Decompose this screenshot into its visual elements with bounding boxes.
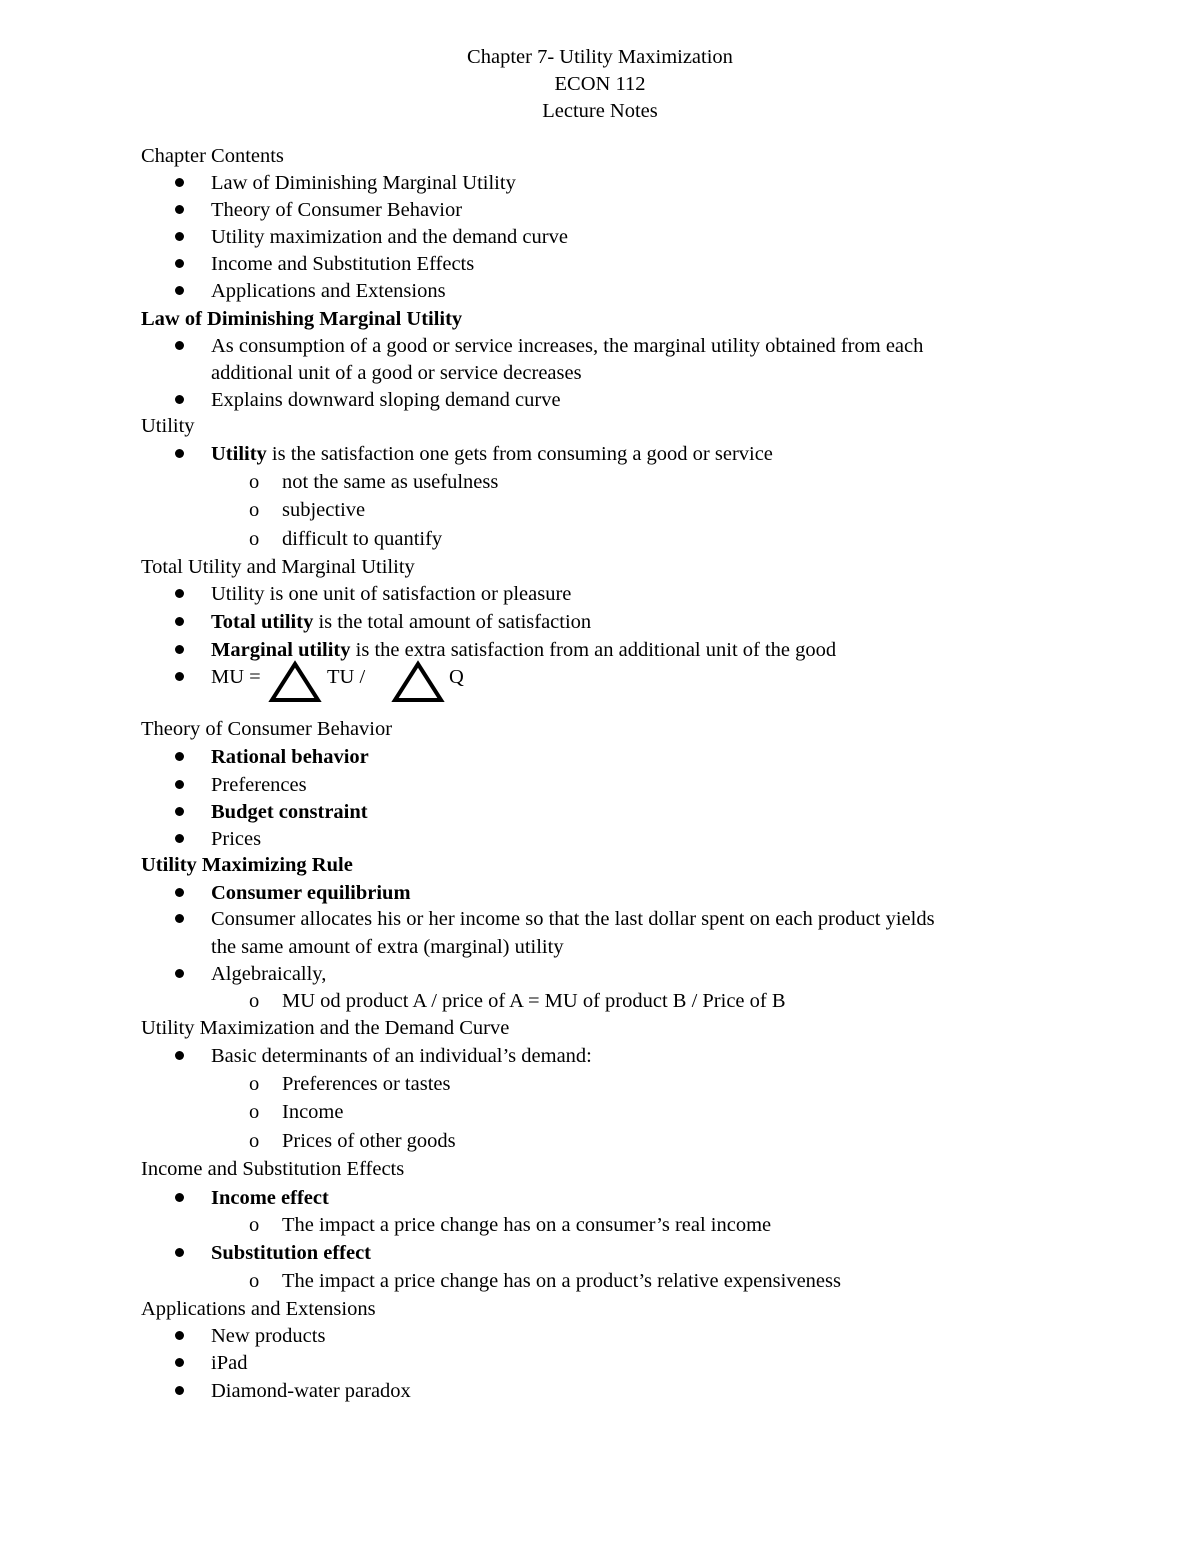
sub-list-item: Prices of other goods [282,1130,456,1152]
formula-end: Q [449,666,464,688]
list-item-continued: additional unit of a good or service decreases [211,362,582,384]
list-item: Preferences [211,774,307,796]
list-item: As consumption of a good or service increases, the marginal utility obtained from each [211,335,924,357]
section-heading-contents: Chapter Contents [141,145,284,167]
bullet-icon [175,589,184,598]
bullet-icon [175,780,184,789]
sub-list-item: The impact a price change has on a consumer’s real income [282,1214,772,1236]
section-heading-apps: Applications and Extensions [141,1298,376,1320]
section-heading-effects: Income and Substitution Effects [141,1158,405,1180]
list-item: Theory of Consumer Behavior [211,199,463,221]
sub-bullet-icon: o [249,1101,260,1123]
bullet-icon [175,1386,184,1395]
list-item: Basic determinants of an individual’s demand: [211,1045,592,1067]
sub-bullet-icon: o [249,528,260,550]
list-item: Prices [211,828,262,850]
section-heading-tumu: Total Utility and Marginal Utility [141,556,415,578]
section-heading-law: Law of Diminishing Marginal Utility [141,308,463,330]
sub-bullet-icon: o [249,1130,260,1152]
list-item: Substitution effect [211,1242,372,1264]
definition-total-utility: is the total amount of satisfaction [313,611,592,633]
document-title: Chapter 7- Utility Maximization [467,46,733,68]
section-heading-rule: Utility Maximizing Rule [141,854,353,876]
definition-utility: is the satisfaction one gets from consuming a good or service [266,443,773,465]
bullet-icon [175,617,184,626]
bullet-icon [175,395,184,404]
list-item: Utility is one unit of satisfaction or pleasure [211,583,572,605]
list-item: Utility maximization and the demand curve [211,226,568,248]
sub-list-item: not the same as usefulness [282,471,499,493]
bullet-icon [175,645,184,654]
list-item [211,441,773,468]
formula-lhs: MU = [211,666,261,688]
bullet-icon [175,1331,184,1340]
sub-bullet-icon: o [249,1073,260,1095]
bullet-icon [175,807,184,816]
document-subtitle: Lecture Notes [542,100,658,122]
bullet-icon [175,205,184,214]
list-item [211,609,591,636]
list-item: Algebraically, [211,963,327,985]
list-item: Income and Substitution Effects [211,253,475,275]
bullet-icon [175,969,184,978]
definition-marginal-utility: is the extra satisfaction from an additional unit of the good [350,639,837,661]
formula-mid: TU / [327,666,366,688]
section-heading-theory: Theory of Consumer Behavior [141,718,393,740]
list-item: Diamond-water paradox [211,1380,411,1402]
section-heading-utility: Utility [141,415,195,437]
sub-list-item: Income [282,1101,344,1123]
bullet-icon [175,672,184,681]
sub-bullet-icon: o [249,990,260,1012]
list-item: Consumer equilibrium [211,882,411,904]
list-item: Budget constraint [211,801,368,823]
bullet-icon [175,286,184,295]
delta-icon [268,660,322,704]
bullet-icon [175,914,184,923]
term-utility: Utility [211,443,267,465]
course-code: ECON 112 [554,73,646,95]
list-item: Consumer allocates his or her income so that the last dollar spent on each product yields [211,908,935,930]
sub-bullet-icon: o [249,471,260,493]
delta-icon [391,660,445,704]
term-total-utility: Total utility [211,611,314,633]
term-marginal-utility: Marginal utility [211,639,351,661]
list-item: Rational behavior [211,746,369,768]
list-item-continued: the same amount of extra (marginal) utility [211,936,564,958]
bullet-icon [175,1358,184,1367]
bullet-icon [175,1193,184,1202]
bullet-icon [175,232,184,241]
bullet-icon [175,449,184,458]
sub-list-item: Preferences or tastes [282,1073,451,1095]
sub-list-item: MU od product A / price of A = MU of product B / Price of B [282,990,786,1012]
bullet-icon [175,1051,184,1060]
section-heading-demand: Utility Maximization and the Demand Curve [141,1017,510,1039]
list-item: Applications and Extensions [211,280,446,302]
bullet-icon [175,341,184,350]
list-item: Income effect [211,1187,329,1209]
bullet-icon [175,1248,184,1257]
bullet-icon [175,834,184,843]
sub-list-item: The impact a price change has on a product’s relative expensiveness [282,1270,841,1292]
bullet-icon [175,752,184,761]
sub-list-item: subjective [282,499,366,521]
sub-bullet-icon: o [249,1270,260,1292]
list-item: Explains downward sloping demand curve [211,389,561,411]
sub-bullet-icon: o [249,1214,260,1236]
list-item: New products [211,1325,326,1347]
list-item: Law of Diminishing Marginal Utility [211,172,516,194]
bullet-icon [175,259,184,268]
bullet-icon [175,888,184,897]
list-item: iPad [211,1352,248,1374]
sub-list-item: difficult to quantify [282,528,443,550]
sub-bullet-icon: o [249,499,260,521]
bullet-icon [175,178,184,187]
